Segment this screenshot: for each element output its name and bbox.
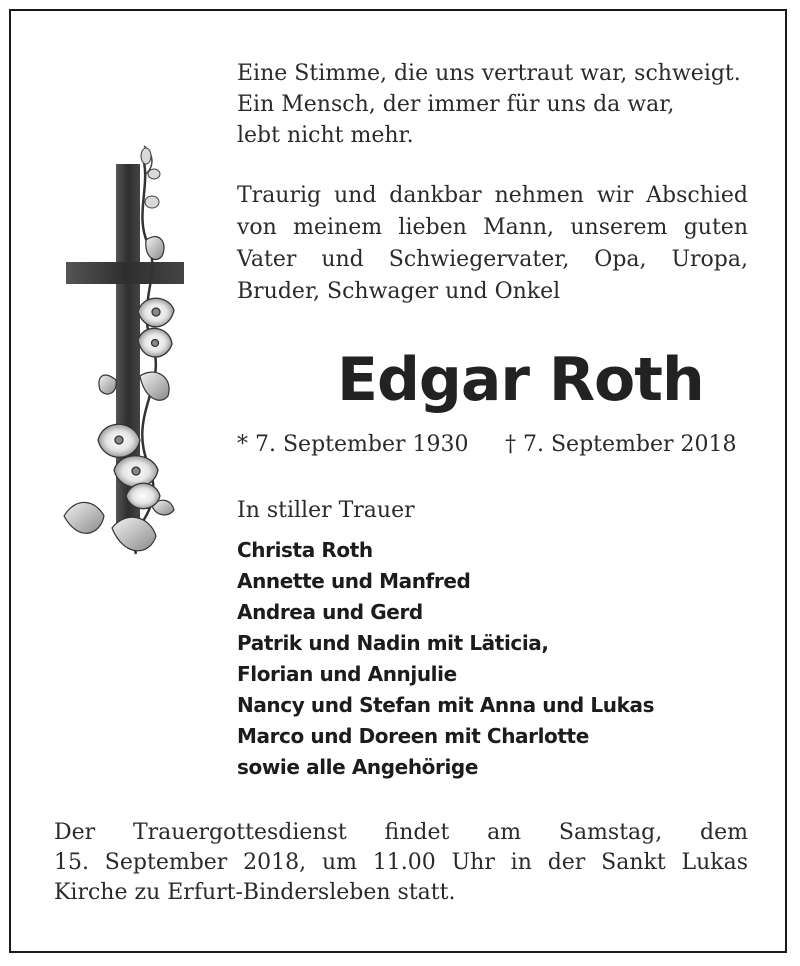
intro-line: lebt nicht mehr. <box>237 123 414 148</box>
farewell-line: von meinem lieben Mann, unserem guten <box>237 215 748 240</box>
mourner-entry: Nancy und Stefan mit Anna und Lukas <box>237 693 655 717</box>
mourner-entry: Annette und Manfred <box>237 569 471 593</box>
mourners-list <box>237 535 654 783</box>
intro-verse <box>237 58 757 151</box>
mourner-entry: Florian und Annjulie <box>237 662 457 686</box>
farewell-line: Traurig und dankbar nehmen wir Abschied <box>237 183 748 208</box>
mourner-entry: sowie alle Angehörige <box>237 755 479 779</box>
farewell-line: Bruder, Schwager und Onkel <box>237 279 561 304</box>
mourner-entry: Patrik und Nadin mit Läticia, <box>237 631 549 655</box>
mourner-entry: Marco und Doreen mit Charlotte <box>237 724 589 748</box>
death-date: † 7. September 2018 <box>505 432 737 457</box>
intro-line: Eine Stimme, die uns vertraut war, schweigt. <box>237 61 741 86</box>
mourning-label: In stiller Trauer <box>237 498 415 523</box>
deceased-name: Edgar Roth <box>337 345 704 415</box>
cross-with-morning-glory-icon <box>56 144 206 570</box>
service-line: 15. September 2018, um 11.00 Uhr in der Sankt Lukas <box>54 850 748 875</box>
mourner-entry: Christa Roth <box>237 538 373 562</box>
service-info <box>54 818 748 908</box>
farewell-line: Vater und Schwiegervater, Opa, Uropa, <box>237 247 748 272</box>
farewell-paragraph <box>237 180 748 308</box>
intro-line: Ein Mensch, der immer für uns da war, <box>237 92 675 117</box>
mourner-entry: Andrea und Gerd <box>237 600 423 624</box>
service-line: Kirche zu Erfurt-Bindersleben statt. <box>54 880 456 905</box>
birth-date: * 7. September 1930 <box>237 432 469 457</box>
service-line: Der Trauergottesdienst findet am Samstag, dem <box>54 820 748 845</box>
